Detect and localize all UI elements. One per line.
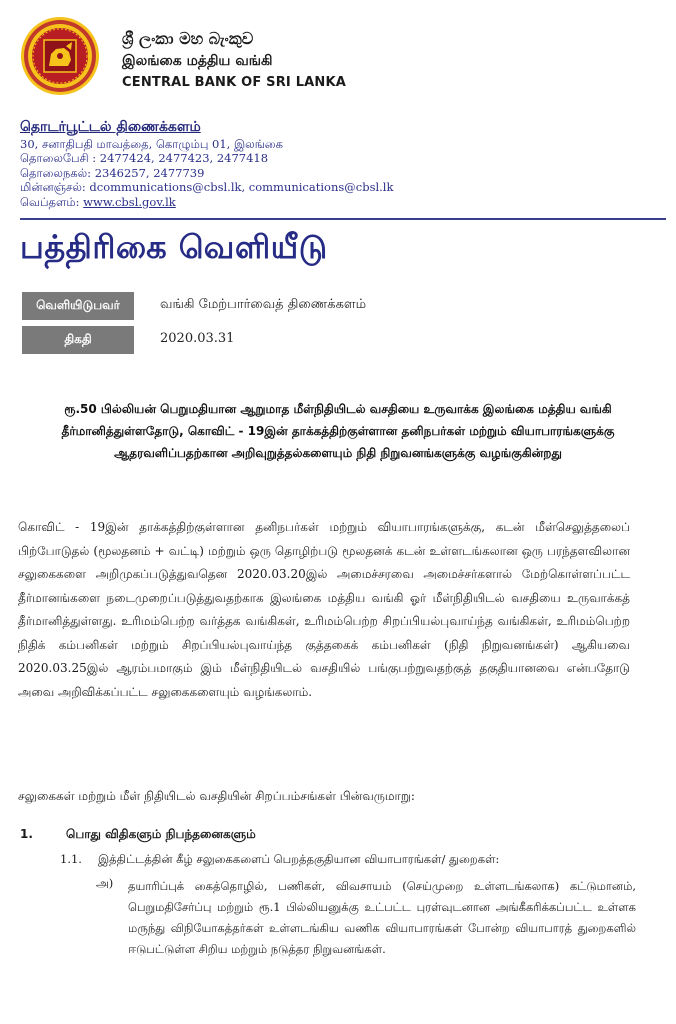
date-label: திகதி [22,326,134,354]
header-divider [20,218,666,220]
body-paragraph-2: சலுகைகள் மற்றும் மீள் நிதியிடல் வசதியின் சிறப்பம்சங்கள் பின்வருமாறு: [18,789,415,803]
list-item-marker: அ) [96,876,114,890]
cbsl-seal-icon [20,16,100,96]
address-line: 30, சனாதிபதி மாவத்தை, கொழும்பு 01, இலங்கை [20,136,284,151]
section-title: பொது விதிகளும் நிபந்தனைகளும் [66,827,256,841]
bank-name-sinhala: ශ්‍රී ලංකා මහ බැංකුව [122,29,254,48]
department-name: தொடர்பூட்டல் திணைக்களம் [20,119,201,135]
subsection-number: 1.1. [60,852,82,866]
email-value[interactable]: dcommunications@cbsl.lk, communications@cbsl.lk [89,180,394,194]
bank-name-tamil: இலங்கை மத்திய வங்கி [122,53,273,69]
body-paragraph-1: கொவிட் - 19இன் தாக்கத்திற்குள்ளான தனிநபர்கள் மற்றும் வியாபாரங்களுக்கு, கடன் மீள்செலுத்தலைப் பிற்போடுதல் (மூலதனம் + வட்டி) மற்றும் ஒரு தொழிற்படு மூலதனக் கடன் உள்ளடங்கலான ஒரு பரந்தளவிலான சலுகைகளை அறிமுகப்படுத்துவதென 2020.03.20இல் அமைச்சரவை அமைச்சர்களால் மேற்கொள்ளப்பட்ட தீர்மானங்களை நடைமுறைப்படுத்துவதற்காக இலங்கை மத்திய வங்கி ஓர் மீள்நிதியிடல் வசதியை உருவாக்கத் தீர்மானித்துள்ளது. உரிமம்பெற்ற வர்த்தக வங்கிகள், உரிமம்பெற்ற சிறப்பியல்புவாய்ந்த வங்கிகள், உரிமம்பெற்ற நிதிக் கம்பனிகள் மற்றும் சிறப்பியல்புவாய்ந்த குத்தகைக் கம்பனிகள் (நிதி நிறுவனங்கள்) ஆகியவை 2020.03.25இல் ஆரம்பமாகும் இம் மீள்நிதியிடல் வசதியில் பங்குபற்றுவதற்குத் தகுதியானவை என்பதோடு அவை அறிவிக்கப்பட்ட சலுகைகளையும் வழங்கலாம். [18,520,630,699]
section-number: 1. [20,827,33,841]
fax-line: தொலைநகல்: 2346257, 2477739 [20,165,205,180]
phone-line: தொலைபேசி : 2477424, 2477423, 2477418 [20,151,269,165]
bank-name-block [122,28,346,94]
subsection-text: இத்திட்டத்தின் கீழ் சலுகைகளைப் பெறத்தகுதியான வியாபாரங்கள்/ துறைகள்: [98,852,500,866]
bank-name-english: CENTRAL BANK OF SRI LANKA [122,75,347,90]
list-item-text: தயாரிப்புக் கைத்தொழில், பணிகள், விவசாயம் (செய்முறை உள்ளடங்கலாக) கட்டுமானம், பெறுமதிசேர்ப்பு மற்றும் ரூ.1 பில்லியனுக்கு உட்பட்ட புரள்வுடனான அங்கீகரிக்கப்பட்ட உள்ளக மருந்து விநியோகத்தர்கள் உள்ளடங்கிய வணிக வியாபாரங்கள் போன்ற வியாபாரத் துறைகளில் ஈடுபட்டுள்ள சிறிய மற்றும் நடுத்தர நிறுவனங்கள். [128,879,636,956]
headline: ரூ.50 பில்லியன் பெறுமதியான ஆறுமாத மீள்நிதியிடல் வசதியை உருவாக்க இலங்கை மத்திய வங்கி தீர்மானித்துள்ளதோடு, கொவிட் - 19இன் தாக்கத்திற்குள்ளான தனிநபர்கள் மற்றும் வியாபாரங்களுக்கு ஆதரவளிப்பதற்கான அறிவுறுத்தல்களையும் நிதி நிறுவனங்களுக்கு வழங்குகின்றது [61,402,615,460]
date-value: 2020.03.31 [160,331,235,346]
issuer-label: வெளியிடுபவர் [22,292,134,320]
web-label: வெப்தளம்: [20,194,80,209]
email-line [20,180,393,195]
contact-block [20,120,393,209]
web-link[interactable]: www.cbsl.gov.lk [83,194,176,209]
email-label: மின்னஞ்சல்: [20,180,86,194]
issuer-value: வங்கி மேற்பார்வைத் திணைக்களம் [160,297,367,312]
web-line [20,195,393,210]
page-title: பத்திரிகை வெளியீடு [20,228,328,266]
